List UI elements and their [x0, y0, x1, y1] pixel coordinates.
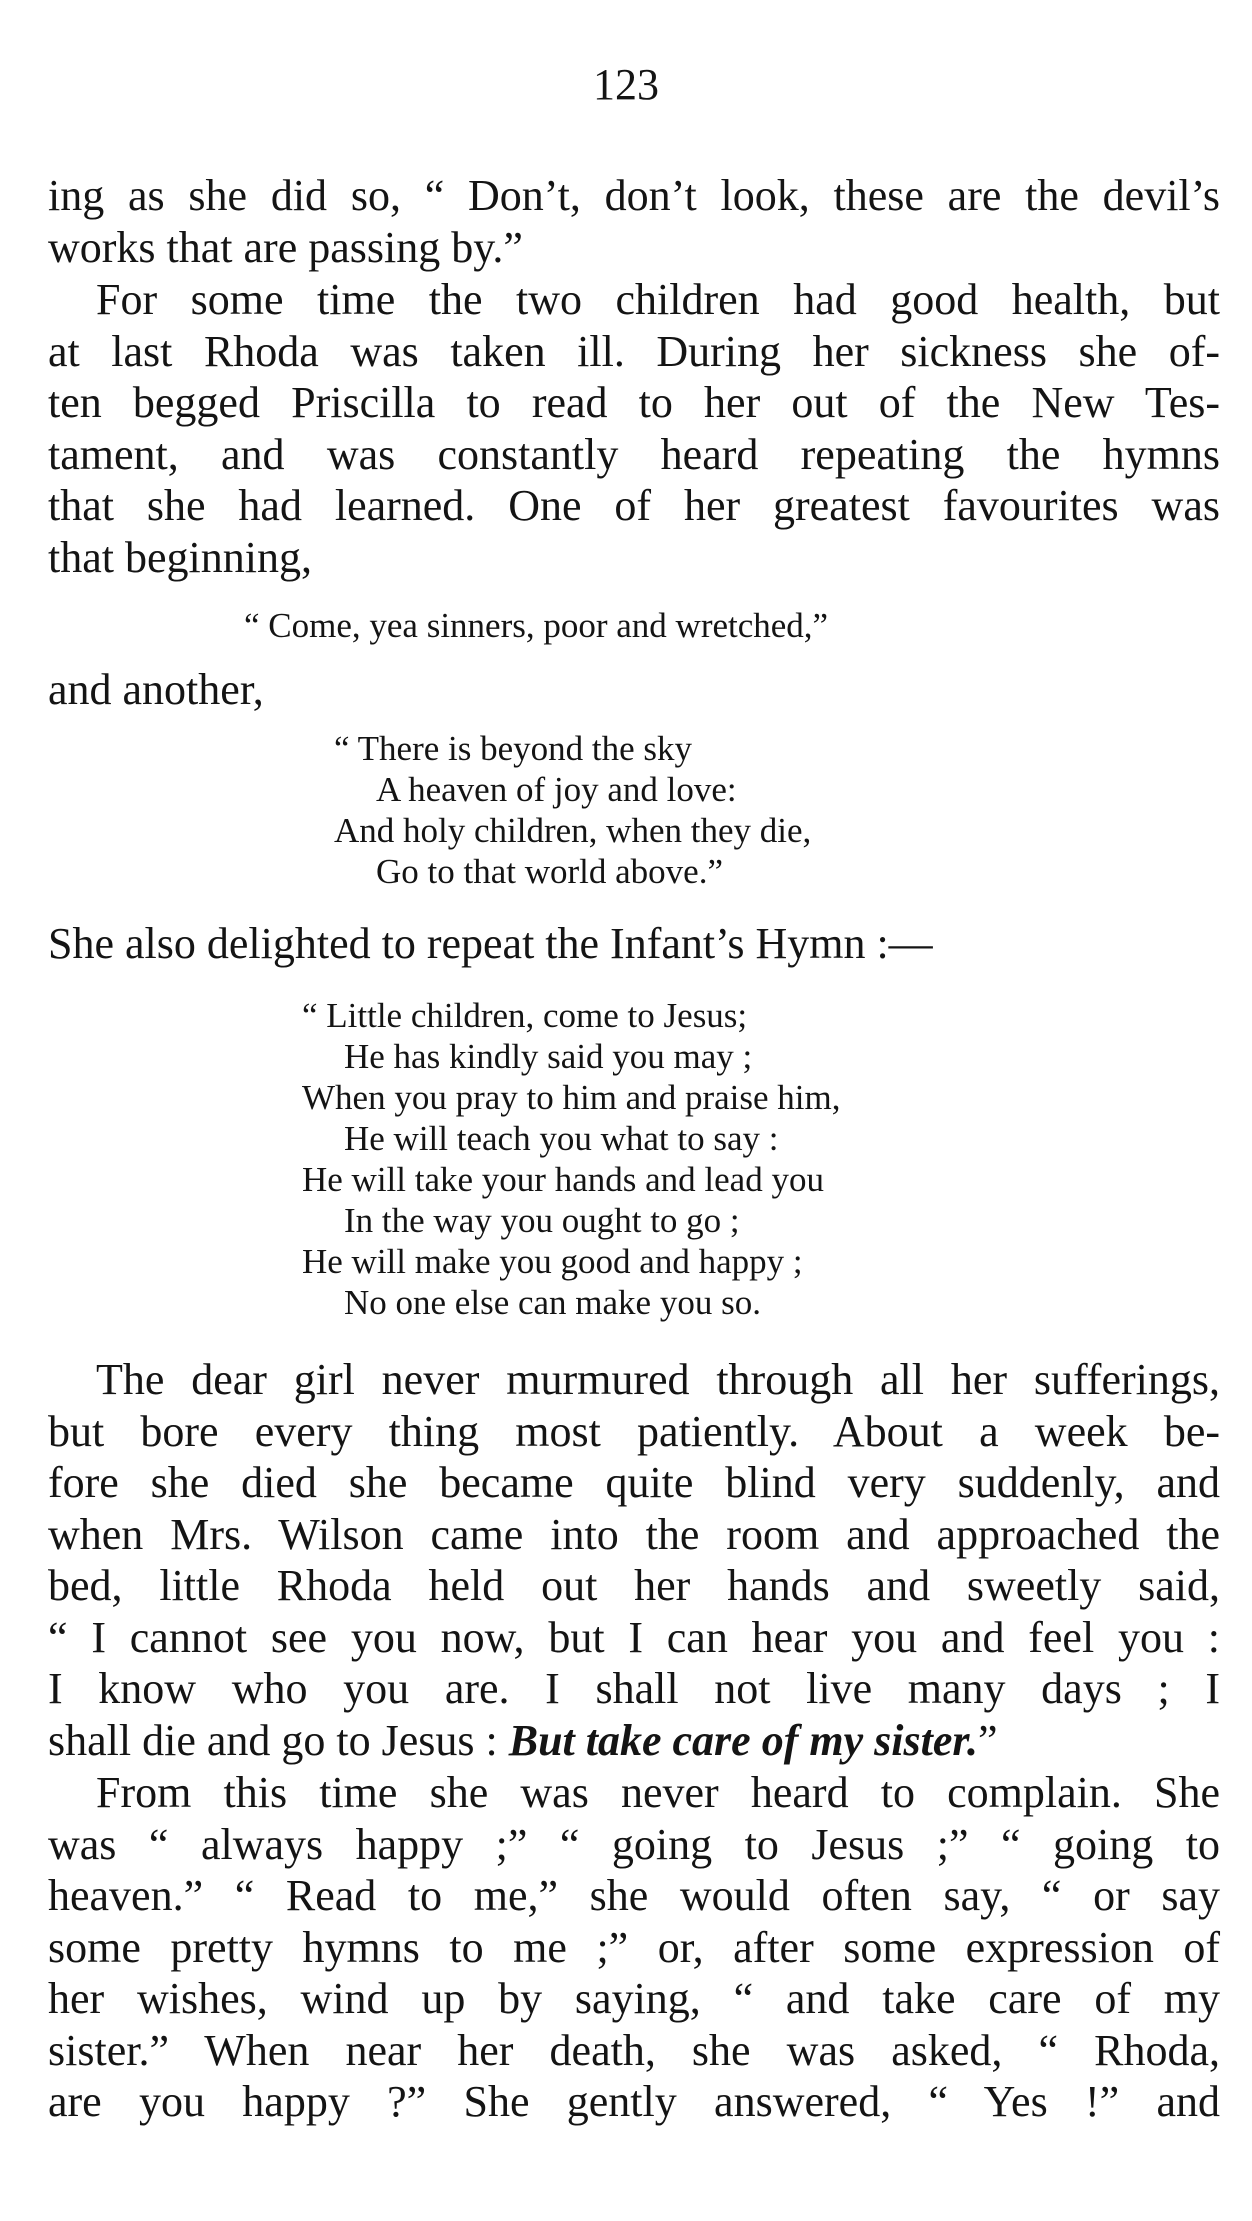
text-line: that beginning,	[48, 532, 312, 582]
verse-line: He will teach you what to say :	[344, 1119, 779, 1158]
text-line: was “ always happy ;” “ going to Jesus ;” “ going to	[48, 1819, 1220, 1869]
text-line: I know who you are. I shall not live many days ; I	[48, 1664, 1220, 1713]
text-line: works that are passing by.”	[48, 222, 523, 272]
and-another-line: and another,	[48, 665, 264, 714]
paragraph-continuation	[48, 170, 1220, 273]
infant-hymn	[302, 995, 840, 1323]
infant-hymn-intro: She also delighted to repeat the Infant’s Hymn :—	[48, 919, 933, 968]
text-line: that she had learned. One of her greatest favourites was	[48, 481, 1220, 530]
paragraph-never-complained	[48, 1767, 1220, 2128]
verse-line: “ Little children, come to Jesus;	[302, 996, 748, 1035]
paragraph-rhoda-illness	[48, 274, 1220, 583]
emphasized-request: But take care of my sister.	[508, 1715, 979, 1765]
text-line: some pretty hymns to me ;” or, after some expression of	[48, 1922, 1220, 1972]
text-line: but bore every thing most patiently. About a week be-	[48, 1406, 1220, 1456]
paragraph-sufferings	[48, 1354, 1220, 1766]
verse-line: He will make you good and happy ;	[302, 1242, 803, 1281]
text-line: heaven.” “ Read to me,” she would often say, “ or say	[48, 1871, 1220, 1920]
text-line: bed, little Rhoda held out her hands and sweetly said,	[48, 1561, 1220, 1610]
verse-line: “ There is beyond the sky	[334, 729, 693, 768]
text-line: The dear girl never murmured through all her sufferings,	[96, 1355, 1220, 1404]
text-line: ing as she did so, “ Don’t, don’t look, these are the devil’s	[48, 171, 1220, 220]
quoted-hymn-first-line: “ Come, yea sinners, poor and wretched,”	[244, 606, 829, 645]
text-line: For some time the two children had good health, but	[96, 275, 1220, 324]
text-line: at last Rhoda was taken ill. During her sickness she of-	[48, 326, 1220, 376]
text-line: sister.” When near her death, she was asked, “ Rhoda,	[48, 2025, 1220, 2075]
verse-line: Go to that world above.”	[376, 852, 723, 891]
verse-line: And holy children, when they die,	[334, 811, 812, 850]
text-line: From this time she was never heard to complain. She	[96, 1768, 1220, 1817]
text-line: when Mrs. Wilson came into the room and approached the	[48, 1509, 1220, 1559]
text-line: are you happy ?” She gently answered, “ Yes !” and	[48, 2077, 1220, 2126]
verse-line: A heaven of joy and love:	[376, 770, 737, 809]
text-line: her wishes, wind up by saying, “ and take care of my	[48, 1974, 1220, 2023]
hymn-there-is-beyond-the-sky	[334, 728, 811, 892]
text-line: ten begged Priscilla to read to her out of the New Tes-	[48, 378, 1220, 427]
page-number: 123	[593, 60, 659, 109]
text-line: tament, and was constantly heard repeating the hymns	[48, 429, 1220, 479]
verse-line: When you pray to him and praise him,	[302, 1078, 841, 1117]
verse-line: He has kindly said you may ;	[344, 1037, 753, 1076]
text-line: fore she died she became quite blind very suddenly, and	[48, 1458, 1220, 1507]
verse-line: No one else can make you so.	[344, 1283, 761, 1322]
verse-line: He will take your hands and lead you	[302, 1160, 824, 1199]
text-line: shall die and go to Jesus : But take care of my sister.”	[48, 1715, 998, 1765]
text-line: “ I cannot see you now, but I can hear you and feel you :	[48, 1612, 1220, 1662]
verse-line: In the way you ought to go ;	[344, 1201, 740, 1240]
